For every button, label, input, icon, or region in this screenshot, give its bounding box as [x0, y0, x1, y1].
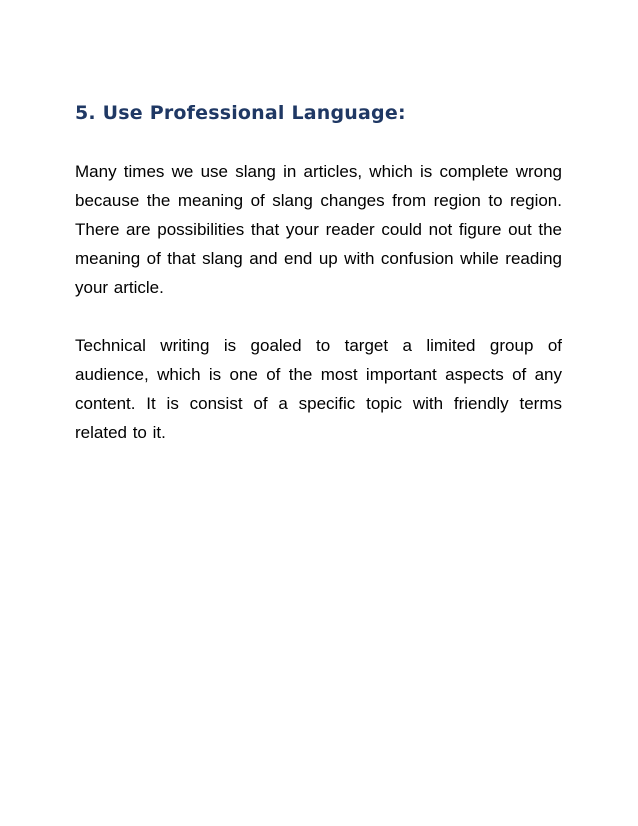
page-content [75, 100, 562, 447]
section-heading: 5. Use Professional Language: [75, 102, 406, 124]
body-paragraph-slang: Many times we use slang in articles, which is complete wrong because the meaning of slang changes from region to region. There are possibilities that your reader could not figure out the meaning of that slang and end up with confusion while reading your article. [75, 162, 562, 297]
body-paragraph-technical-writing: Technical writing is goaled to target a limited group of audience, which is one of the most important aspects of any content. It is consist of a specific topic with friendly terms related to it. [75, 336, 562, 442]
